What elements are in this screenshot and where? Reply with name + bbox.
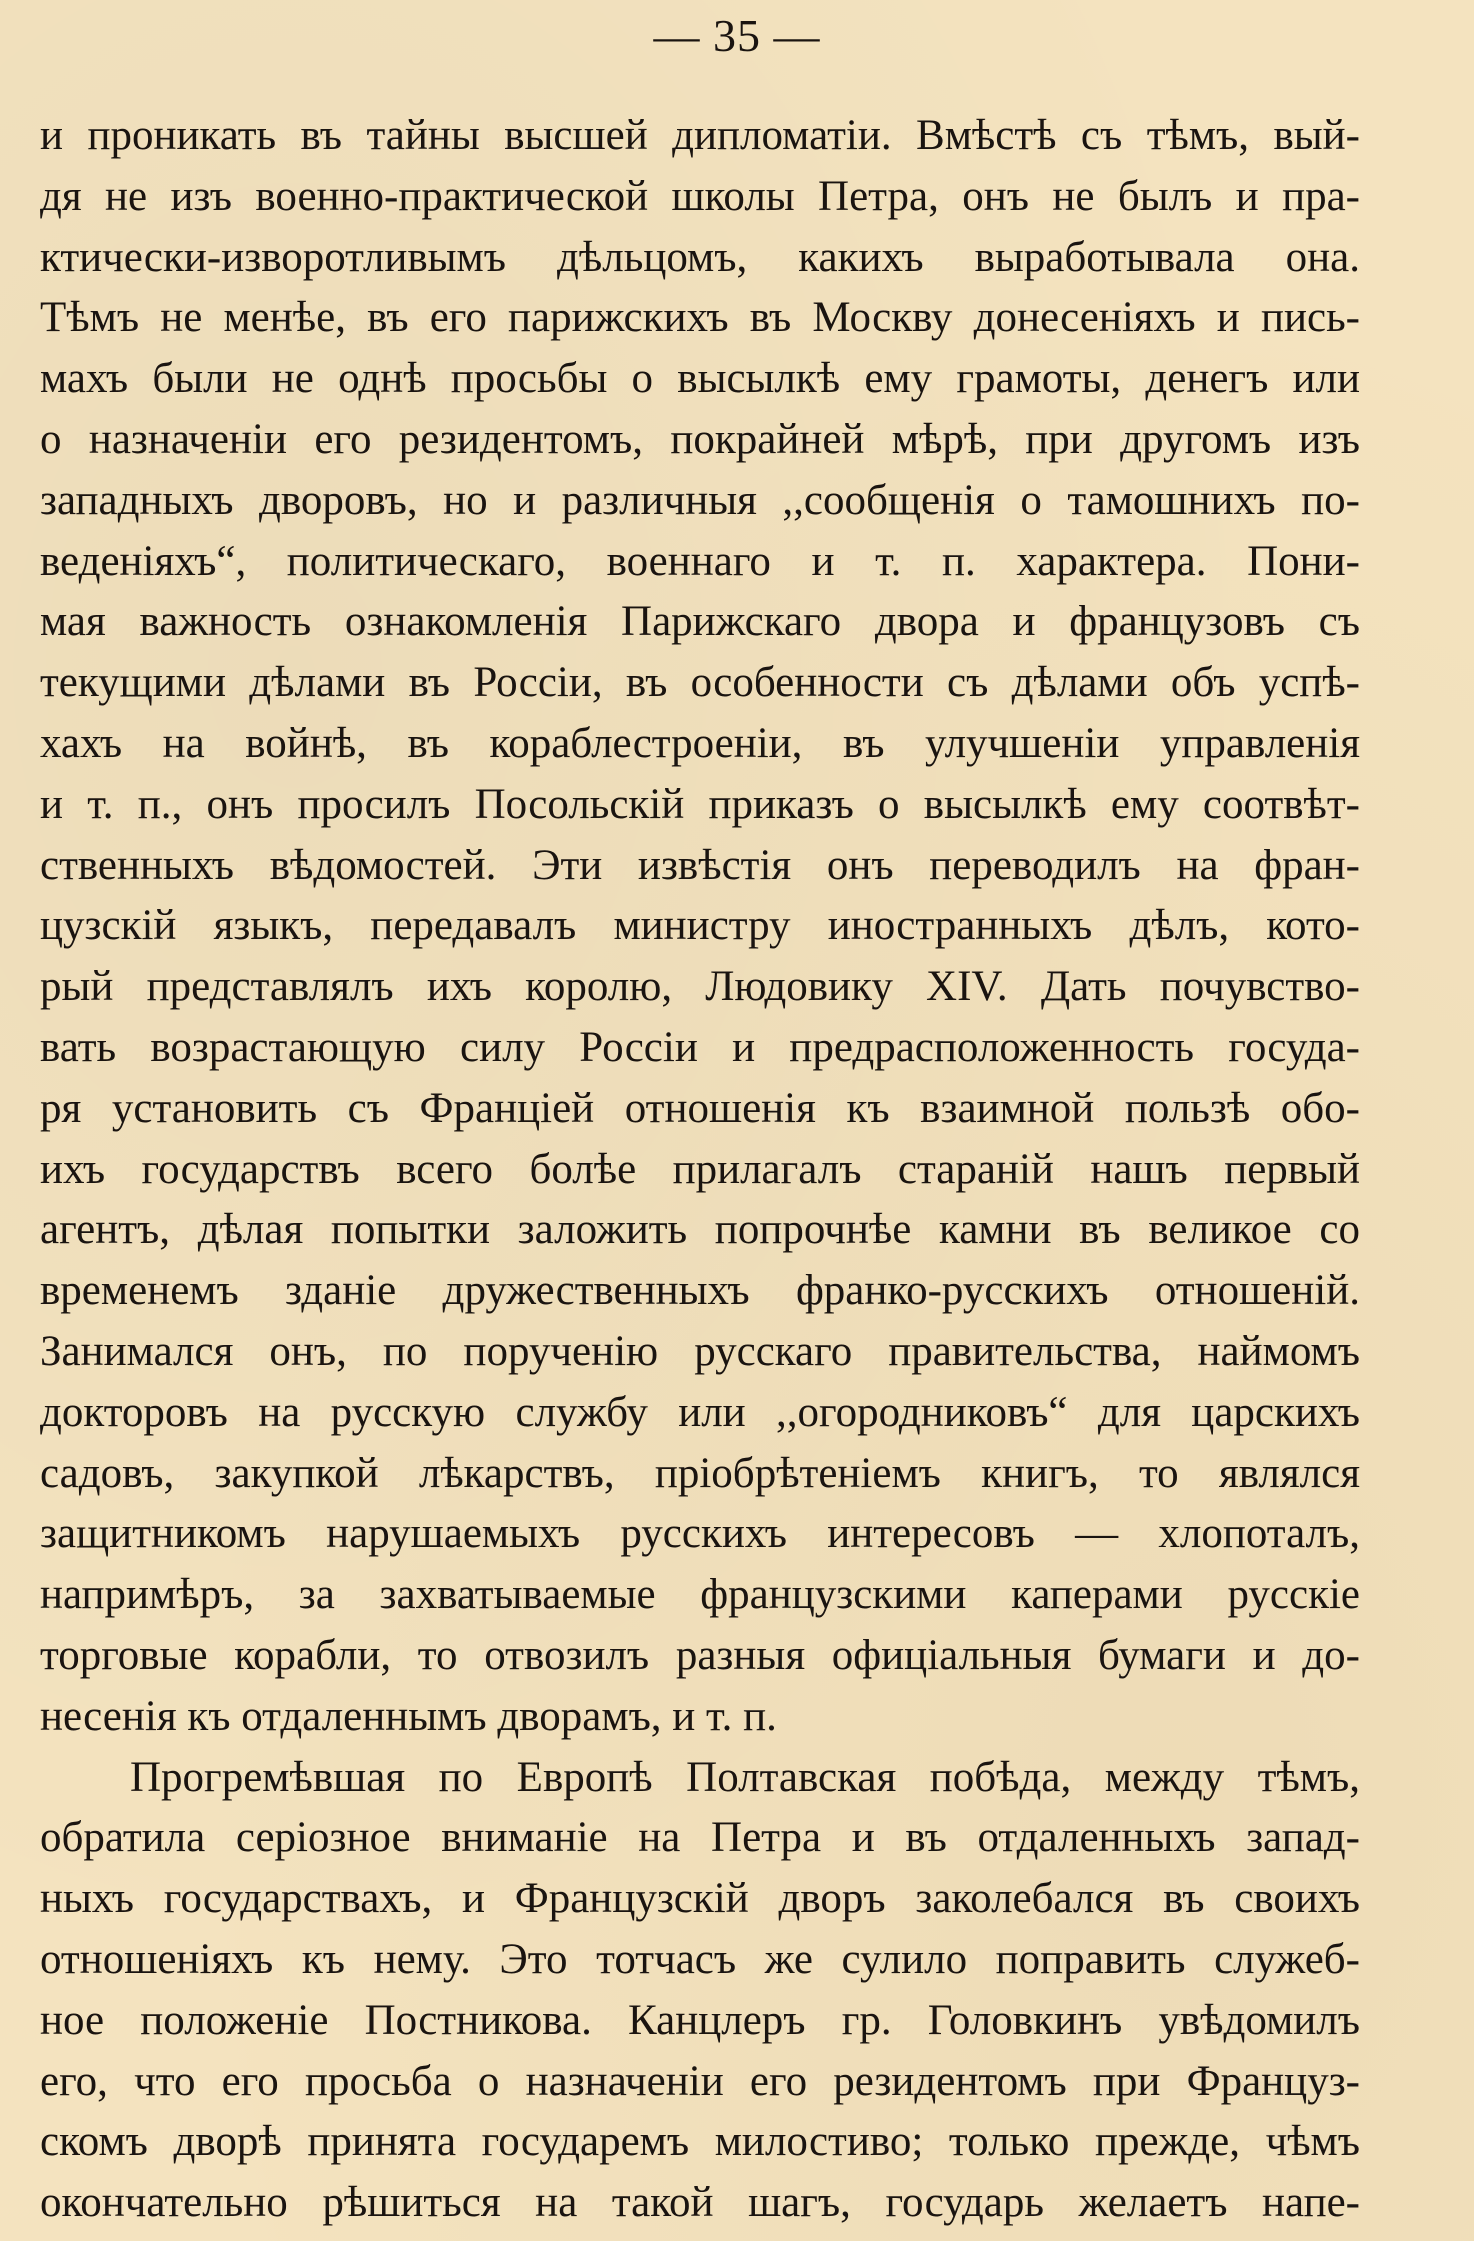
text-line: ихъ государствъ всего болѣе прилагалъ стараній нашъ первый — [40, 1145, 1360, 1193]
text-line: обратила серіозное вниманіе на Петра и въ отдаленныхъ запад- — [40, 1814, 1360, 1862]
text-line: торговые корабли, то отвозилъ разныя офиціальныя бумаги и до- — [40, 1631, 1360, 1679]
text-line: ственныхъ вѣдомостей. Эти извѣстія онъ переводилъ на фран- — [40, 841, 1360, 889]
text-line: агентъ, дѣлая попытки заложить попрочнѣе камни въ великое со — [40, 1206, 1360, 1254]
text-line: ныхъ государствахъ, и Французскій дворъ заколебался въ своихъ — [40, 1875, 1360, 1923]
text-line: ря установить съ Франціей отношенія къ взаимной пользѣ обо- — [40, 1084, 1360, 1132]
text-line: временемъ зданіе дружественныхъ франко-русскихъ отношеній. — [40, 1267, 1360, 1315]
paragraph-1 — [40, 106, 1360, 1748]
text-line: отношеніяхъ къ нему. Это тотчасъ же сулило поправить служеб- — [40, 1935, 1360, 1983]
text-line: рый представлялъ ихъ королю, Людовику XIV. Дать почувство- — [40, 963, 1360, 1011]
text-line: и проникать въ тайны высшей дипломатіи. Вмѣстѣ съ тѣмъ, вый- — [40, 112, 1360, 159]
text-line: веденіяхъ“, политическаго, военнаго и т. п. характера. Пони- — [40, 537, 1360, 585]
text-line: ное положеніе Постникова. Канцлеръ гр. Головкинъ увѣдомилъ — [40, 1996, 1360, 2044]
text-line: текущими дѣлами въ Россіи, въ особенности съ дѣлами объ успѣ- — [40, 659, 1360, 707]
text-line: Прогремѣвшая по Европѣ Полтавская побѣда, между тѣмъ, — [130, 1753, 1360, 1801]
text-line: Занимался онъ, по порученію русскаго правительства, наймомъ — [40, 1327, 1360, 1375]
text-line: вать возрастающую силу Россіи и предрасположенность госуда- — [40, 1023, 1360, 1071]
text-line: садовъ, закупкой лѣкарствъ, пріобрѣтеніемъ книгъ, то являлся — [40, 1449, 1360, 1497]
text-line: о назначеніи его резидентомъ, покрайней мѣрѣ, при другомъ изъ — [40, 415, 1360, 463]
paragraph-2 — [40, 1748, 1360, 2234]
text-line: докторовъ на русскую службу или ,,огородниковъ“ для царскихъ — [40, 1388, 1360, 1436]
text-line: махъ были не однѣ просьбы о высылкѣ ему грамоты, денегъ или — [40, 355, 1360, 403]
text-line: скомъ дворѣ принята государемъ милостиво; только прежде, чѣмъ — [40, 2118, 1360, 2166]
text-line: напримѣръ, за захватываемые французскими каперами русскіе — [40, 1571, 1360, 1619]
page-number: — 35 — — [653, 10, 821, 61]
text-line: окончательно рѣшиться на такой шагъ, государь желаетъ напе- — [40, 2179, 1360, 2227]
text-line: мая важность ознакомленія Парижскаго двора и французовъ съ — [40, 598, 1360, 646]
text-line: цузскій языкъ, передавалъ министру иностранныхъ дѣлъ, кото- — [40, 902, 1360, 950]
text-line: его, что его просьба о назначеніи его резидентомъ при Француз- — [40, 2057, 1360, 2105]
text-line: дя не изъ военно-практической школы Петра, онъ не былъ и пра- — [40, 172, 1360, 220]
text-line: несенія къ отдаленнымъ дворамъ, и т. п. — [40, 1692, 777, 1740]
text-line: западныхъ дворовъ, но и различныя ,,сообщенія о тамошнихъ по- — [40, 476, 1360, 524]
text-line: защитникомъ нарушаемыхъ русскихъ интересовъ — хлопоталъ, — [40, 1510, 1360, 1558]
text-line: Тѣмъ не менѣе, въ его парижскихъ въ Москву донесеніяхъ и пись- — [40, 294, 1360, 342]
text-line: хахъ на войнѣ, въ кораблестроеніи, въ улучшеніи управленія — [40, 719, 1360, 767]
body-text — [40, 106, 1360, 2234]
text-line: и т. п., онъ просилъ Посольскій приказъ о высылкѣ ему соотвѣт- — [40, 780, 1360, 828]
text-line: ктически-изворотливымъ дѣльцомъ, какихъ выработывала она. — [40, 233, 1360, 281]
